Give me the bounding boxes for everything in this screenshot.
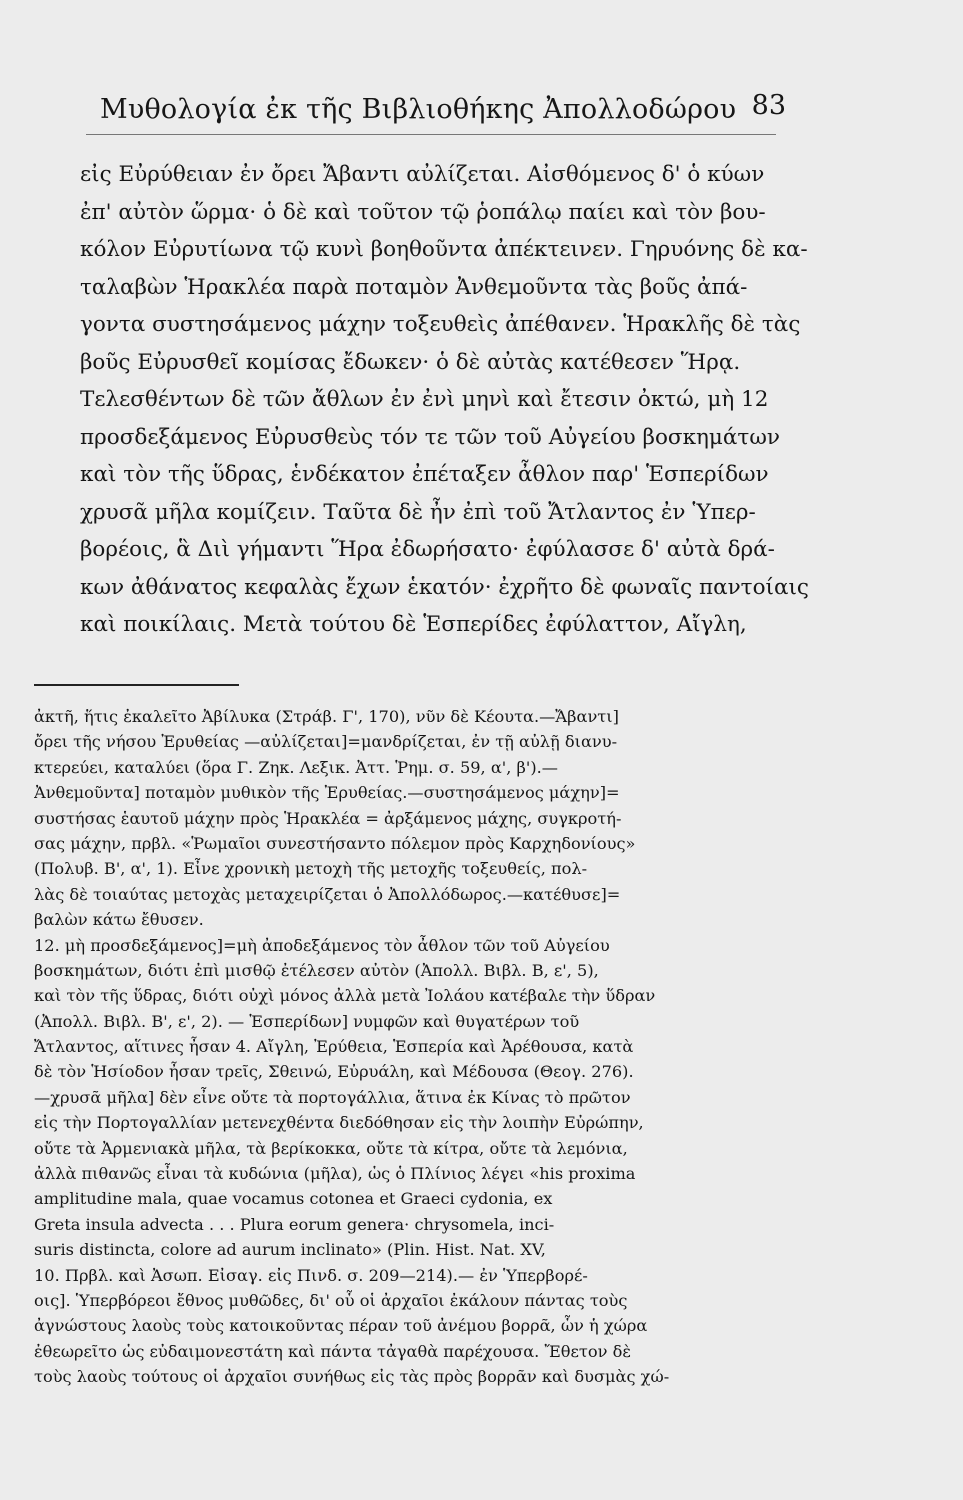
note-line: τοὺς λαοὺς τούτους οἱ ἀρχαῖοι συνήθως εἰς τὰς πρὸς βορρᾶν καὶ δυσμὰς χώ- xyxy=(34,1367,670,1387)
note-line: οὔτε τὰ Ἀρμενιακὰ μῆλα, τὰ βερίκοκκα, οὔτε τὰ κίτρα, οὔτε τὰ λεμόνια, xyxy=(34,1138,628,1158)
note-line: βαλὼν κάτω ἔθυσεν. xyxy=(34,910,204,930)
note-line: Ἄτλαντος, αἵτινες ἦσαν 4. Αἴγλη, Ἐρύθεια, Ἑσπερία καὶ Ἀρέθουσα, κατὰ xyxy=(34,1037,634,1057)
text-line: ἐπ' αὐτὸν ὥρμα· ὁ δὲ καὶ τοῦτον τῷ ῥοπάλῳ παίει καὶ τὸν βου- xyxy=(80,199,766,225)
note-line: —χρυσᾶ μῆλα] δὲν εἶνε οὔτε τὰ πορτογάλλια, ἅτινα ἐκ Κίνας τὸ πρῶτον xyxy=(34,1087,631,1107)
text-line: καὶ ποικίλαις. Μετὰ τούτου δὲ Ἑσπερίδες ἐφύλαττον, Αἴγλη, xyxy=(80,612,747,637)
note-line: 12. μὴ προσδεξάμενος]=μὴ ἀποδεξάμενος τὸν ἆθλον τῶν τοῦ Αὐγείου xyxy=(34,935,610,955)
text-line: εἰς Εὐρύθειαν ἐν ὄρει Ἄβαντι αὐλίζεται. Αἰσθόμενος δ' ὁ κύων xyxy=(80,162,765,187)
note-line: εἰς τὴν Πορτογαλλίαν μετενεχθέντα διεδόθησαν εἰς τὴν λοιπὴν Εὐρώπην, xyxy=(34,1113,644,1133)
running-header xyxy=(86,84,786,128)
text-line: χρυσᾶ μῆλα κομίζειν. Ταῦτα δὲ ἦν ἐπὶ τοῦ Ἄτλαντος ἐν Ὑπερ- xyxy=(80,499,756,525)
note-line: Greta insula advecta . . . Plura eorum genera· chrysomela, inci- xyxy=(34,1214,555,1234)
header-rule xyxy=(86,134,776,135)
note-line: ἀλλὰ πιθανῶς εἶναι τὰ κυδώνια (μῆλα), ὡς ὁ Πλίνιος λέγει «his proxima xyxy=(34,1164,636,1184)
text-line: προσδεξάμενος Εὐρυσθεὺς τόν τε τῶν τοῦ Αὐγείου βοσκημάτων xyxy=(80,424,780,450)
note-line: suris distincta, colore ad aurum inclinato» (Plin. Hist. Nat. XV, xyxy=(34,1240,546,1260)
note-line: ἀγνώστους λαοὺς τοὺς κατοικοῦντας πέραν τοῦ ἀνέμου βορρᾶ, ὧν ἡ χώρα xyxy=(34,1316,648,1336)
note-line: ὄρει τῆς νήσου Ἐρυθείας —αὐλίζεται]=μανδρίζεται, ἐν τῇ αὐλῇ διανυ- xyxy=(34,732,618,752)
note-line: καὶ τὸν τῆς ὕδρας, διότι οὐχὶ μόνος ἀλλὰ μετὰ Ἰολάου κατέβαλε τὴν ὕδραν xyxy=(34,986,656,1006)
text-line: κόλον Εὐρυτίωνα τῷ κυνὶ βοηθοῦντα ἀπέκτεινεν. Γηρυόνης δὲ κα- xyxy=(80,237,808,262)
text-line: Τελεσθέντων δὲ τῶν ἄθλων ἐν ἐνὶ μηνὶ καὶ ἔτεσιν ὀκτώ, μὴ 12 xyxy=(80,387,769,412)
footnote-rule xyxy=(34,684,239,686)
note-line: κτερεύει, καταλύει (ὅρα Γ. Ζηκ. Λεξικ. Ἀττ. Ῥημ. σ. 59, α', β').— xyxy=(34,757,558,777)
text-line: γοντα συστησάμενος μάχην τοξευθεὶς ἀπέθανεν. Ἡρακλῆς δὲ τὰς xyxy=(80,312,801,337)
note-line: Ἀνθεμοῦντα] ποταμὸν μυθικὸν τῆς Ἐρυθείας.—συστησάμενος μάχην]= xyxy=(34,783,620,803)
note-line: σας μάχην, πρβλ. «Ῥωμαῖοι συνεστήσαντο πόλεμον πρὸς Καρχηδονίους» xyxy=(34,833,636,853)
note-line: οις]. Ὑπερβόρεοι ἔθνος μυθῶδες, δι' οὗ οἱ ἀρχαῖοι ἐκάλουν πάντας τοὺς xyxy=(34,1290,628,1310)
note-line: λὰς δὲ τοιαύτας μετοχὰς μεταχειρίζεται ὁ Ἀπολλόδωρος.—κατέθυσε]= xyxy=(34,884,621,904)
text-line: ταλαβὼν Ἡρακλέα παρὰ ποταμὸν Ἀνθεμοῦντα τὰς βοῦς ἀπά- xyxy=(80,274,748,300)
note-line: συστήσας ἑαυτοῦ μάχην πρὸς Ἡρακλέα = ἀρξάμενος μάχης, συγκροτή- xyxy=(34,808,622,828)
text-line: καὶ τὸν τῆς ὕδρας, ἑνδέκατον ἐπέταξεν ἆθλον παρ' Ἑσπερίδων xyxy=(80,462,769,487)
main-text xyxy=(80,156,815,644)
note-line: δὲ τὸν Ἡσίοδον ἦσαν τρεῖς, Σθεινώ, Εὐρυάλη, καὶ Μέδουσα (Θεογ. 276). xyxy=(34,1062,634,1082)
note-line: amplitudine mala, quae vocamus cotonea et Graeci cydonia, ex xyxy=(34,1189,553,1209)
page-number: 83 xyxy=(751,90,786,121)
running-title: Μυθολογία ἐκ τῆς Βιβλιοθήκης Ἀπολλοδώρου xyxy=(100,94,737,125)
text-line: κων ἀθάνατος κεφαλὰς ἔχων ἑκατόν· ἐχρῆτο δὲ φωναῖς παντοίαις xyxy=(80,574,809,600)
text-line: βορέοις, ἃ Διὶ γήμαντι Ἥρα ἐδωρήσατο· ἐφύλασσε δ' αὐτὰ δρά- xyxy=(80,537,775,562)
note-line: (Ἀπολλ. Βιβλ. Β', ε', 2). — Ἑσπερίδων] νυμφῶν καὶ θυγατέρων τοῦ xyxy=(34,1011,580,1031)
note-line: ἐθεωρεῖτο ὡς εὐδαιμονεστάτη καὶ πάντα τἀγαθὰ παρέχουσα. Ἔθετον δὲ xyxy=(34,1341,632,1361)
note-line: 10. Πρβλ. καὶ Ἀσωπ. Εἰσαγ. εἰς Πινδ. σ. 209—214).— ἐν Ὑπερβορέ- xyxy=(34,1265,588,1285)
note-line: βοσκημάτων, διότι ἐπὶ μισθῷ ἐτέλεσεν αὐτὸν (Ἀπολλ. Βιβλ. Β, ε', 5), xyxy=(34,960,599,980)
note-line: (Πολυβ. Β', α', 1). Εἶνε χρονικὴ μετοχὴ τῆς μετοχῆς τοξευθείς, πολ- xyxy=(34,859,588,879)
text-line: βοῦς Εὐρυσθεῖ κομίσας ἔδωκεν· ὁ δὲ αὐτὰς κατέθεσεν Ἥρᾳ. xyxy=(80,349,741,375)
commentary-notes xyxy=(34,704,794,1390)
note-line: ἀκτῆ, ἥτις ἐκαλεῖτο Ἀβίλυκα (Στράβ. Γ', 170), νῦν δὲ Κέουτα.—Ἄβαντι] xyxy=(34,707,619,726)
